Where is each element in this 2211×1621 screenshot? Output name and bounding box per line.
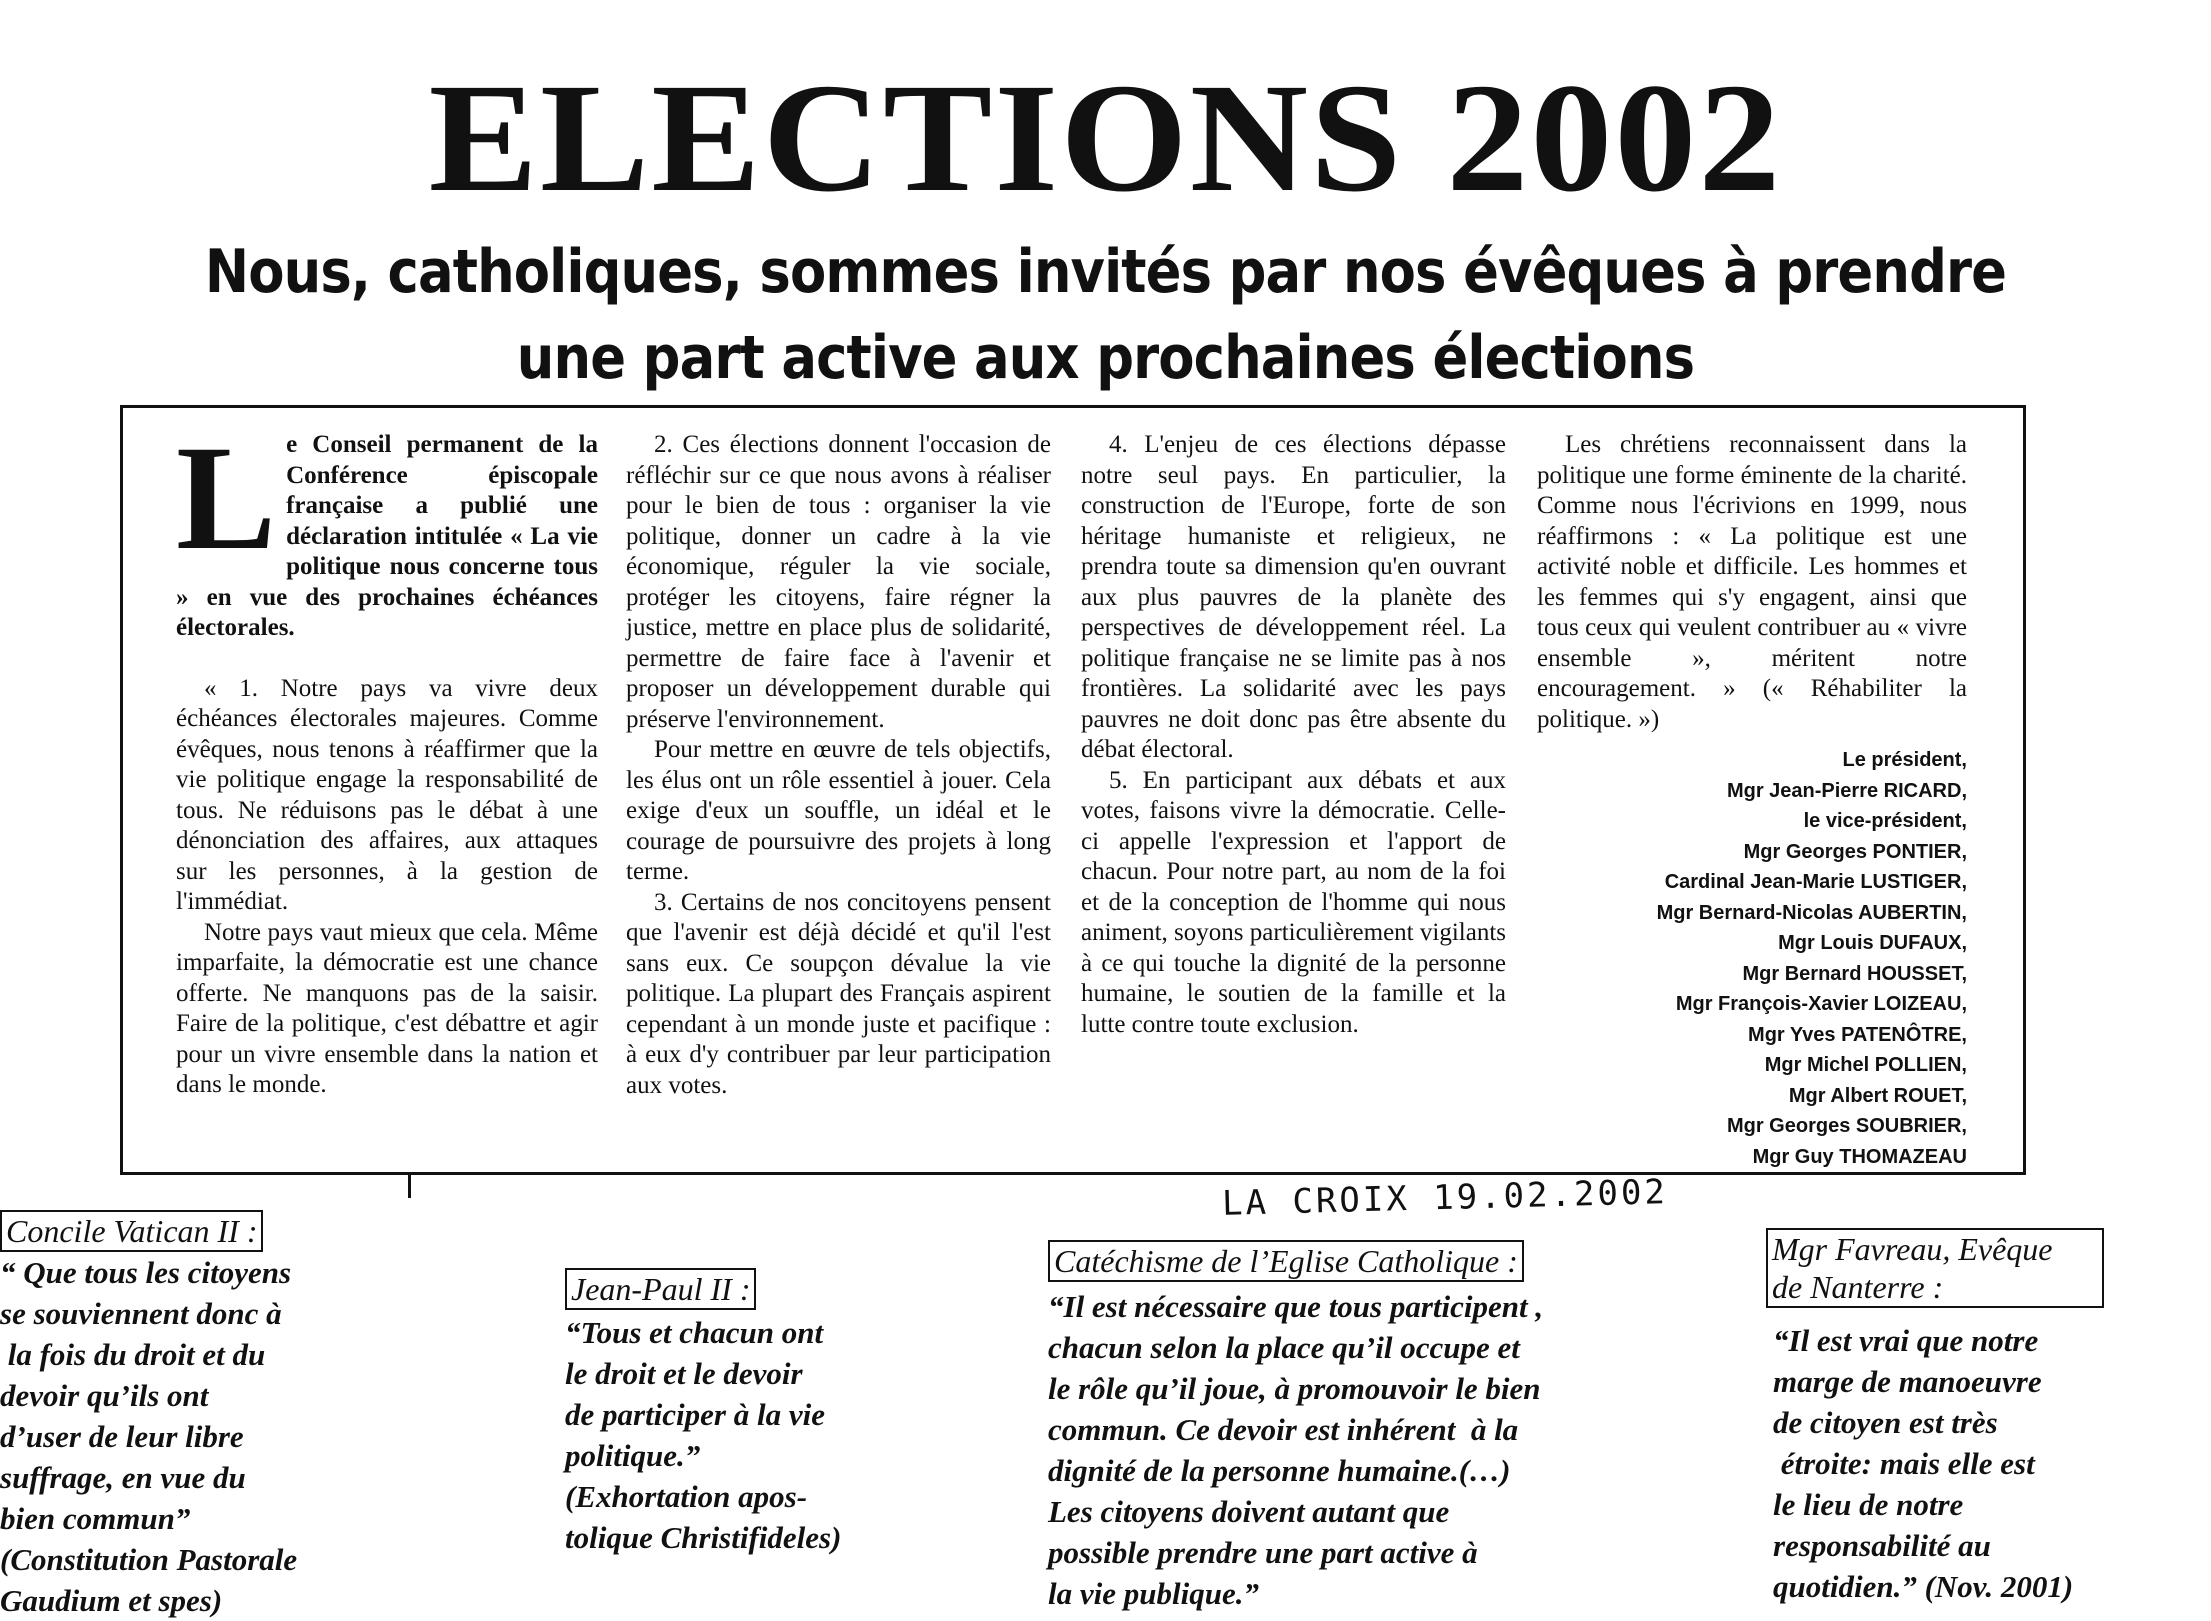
signature-line: Mgr Bernard-Nicolas AUBERTIN, — [1656, 901, 1967, 924]
quote-label-jean-paul: Jean-Paul II : — [565, 1268, 756, 1310]
signature-line: Mgr Guy THOMAZEAU — [1752, 1145, 1967, 1168]
paragraph-2b: Pour mettre en œuvre de tels objectifs, les élus ont un rôle essentiel à jouer. Cela exige d'eux un souffle, un idéal et le courage de poursuivre des projets à long terme. — [626, 736, 1051, 885]
article-intro: e Conseil permanent de la Conférence épiscopale française a publié une déclaration intitulée « La vie politique nous concerne tous » en vue des prochaines échéances électorales. — [176, 431, 598, 641]
signatures — [1540, 745, 1967, 1172]
quote-text-vatican: “ Que tous les citoyens se souviennent donc à la fois du droit et du devoir qu’ils ont d’user de leur libre suffrage, en vue du bien commun” (Constitution Pastorale Gaudium et spes) — [0, 1255, 298, 1618]
subheadline-line2: une part active aux prochaines élections — [516, 323, 1695, 393]
paragraph-2: 2. Ces élections donnent l'occasion de réfléchir sur ce que nous avons à réaliser pour le bien de tous : organiser la vie politique, donner un cadre à la vie économique, réguler la vie sociale, protéger les citoyens, faire régner la justice, mettre en place plus de solidarité, permettre de faire face à l'avenir et proposer un développement durable qui préserve l'environnement. — [626, 431, 1051, 733]
paragraph-1b: Notre pays vaut mieux que cela. Même imparfaite, la démocratie est une chance offerte. Ne manquons pas de la saisir. Faire de la politique, c'est débattre et agir pour un vivre ensemble dans la nation et dans le monde. — [176, 918, 598, 1098]
quote-text-jean-paul: “Tous et chacun ont le droit et le devoir de participer à la vie politique.” (Exhortation apos- tolique Christifideles) — [565, 1315, 842, 1555]
headline: ELECTIONS 2002 — [428, 51, 1783, 224]
article-column-2 — [626, 430, 1051, 1101]
paragraph-conclusion: Les chrétiens reconnaissent dans la politique une forme éminente de la charité. Comme nous l'écrivions en 1999, nous réaffirmons : « La politique est une activité noble et difficile. Les hommes et les femmes qui s'y engagent, ainsi que tous ceux qui veulent contribuer au « vivre ensemble », méritent notre encouragement. » (« Réhabiliter la politique. ») — [1537, 431, 1967, 733]
paragraph-5: 5. En participant aux débats et aux votes, faisons vivre la démocratie. Celle-ci appelle l'expression et l'apport de chacun. Pour notre part, au nom de la foi et de la conception de l'homme qui nous animent, soyons particulièrement vigilants à ce qui touche la dignité de la personne humaine, le soutien de la famille et la lutte contre toute exclusion. — [1081, 766, 1506, 1038]
quote-label-catechisme: Catéchisme de l’Eglise Catholique : — [1048, 1240, 1524, 1282]
signature-line: Cardinal Jean-Marie LUSTIGER, — [1664, 871, 1967, 893]
quote-label-favreau: Mgr Favreau, Evêque de Nanterre : — [1766, 1228, 2104, 1308]
article-column-1 — [176, 415, 598, 1101]
quote-text-catechisme: “Il est nécessaire que tous participent , chacun selon la place qu’il occupe et le rôle qu’il joue, à promouvoir le bien commun. Ce devoir est inhérent à la dignité de la personne humaine.(…) Les citoyens doivent autant que possible prendre une part active à la vie publique.” — [1048, 1289, 1544, 1611]
signature-line: Mgr Georges PONTIER, — [1743, 840, 1967, 863]
quote-label-vatican: Concile Vatican II : — [0, 1210, 263, 1252]
paragraph-4: 4. L'enjeu de ces élections dépasse notre seul pays. En particulier, la construction de l'Europe, forte de son héritage humaniste et religieux, ne prendra toute sa dimension qu'en ouvrant aux plus pauvres de la planète des perspectives de développement réel. La politique française ne se limite pas à nos frontières. La solidarité avec les pays pauvres ne doit donc pas être absente du débat électoral. — [1081, 431, 1506, 763]
frame-divider — [408, 1172, 411, 1198]
paragraph-3: 3. Certains de nos concitoyens pensent que l'avenir est déjà décidé et qu'il l'est sans eux. Ce soupçon dévalue la vie politique. La plupart des Français aspirent cependant à un monde juste et pacifique : à eux d'y contribuer par leur participation aux votes. — [626, 888, 1051, 1099]
signature-line: Mgr Bernard HOUSSET, — [1742, 962, 1967, 985]
signature-line: Mgr Yves PATENÔTRE, — [1748, 1023, 1967, 1046]
signature-line: Mgr Albert ROUET, — [1788, 1084, 1967, 1107]
signature-line: Mgr Jean-Pierre RICARD, — [1726, 779, 1967, 802]
signature-line: Mgr Georges SOUBRIER, — [1726, 1115, 1967, 1137]
quote-text-favreau: “Il est vrai que notre marge de manoeuvre de citoyen est très étroite: mais elle est le lieu de notre responsabilité au quotidien.” (Nov. 2001) — [1773, 1323, 2074, 1604]
signature-line: Mgr Louis DUFAUX, — [1778, 932, 1967, 954]
signature-line: Mgr François-Xavier LOIZEAU, — [1675, 993, 1967, 1015]
signature-line: Le président, — [1842, 749, 1967, 771]
paragraph-1: « 1. Notre pays va vivre deux échéances électorales majeures. Comme évêques, nous tenons à réaffirmer que la vie politique engage la responsabilité de tous. Ne réduisons pas le débat à une dénonciation des affaires, aux attaques sur les personnes, à la gestion de l'immédiat. — [176, 674, 598, 915]
article-column-4 — [1537, 430, 1967, 735]
source-stamp: LA CROIX 19.02.2002 — [1221, 1172, 1669, 1224]
article-column-3 — [1081, 430, 1506, 1040]
signature-line: Mgr Michel POLLIEN, — [1764, 1054, 1967, 1076]
subheadline-line1: Nous, catholiques, sommes invités par nos évêques à prendre — [204, 237, 2007, 307]
dropcap: L — [176, 415, 277, 581]
signature-line: le vice-président, — [1803, 810, 1967, 832]
